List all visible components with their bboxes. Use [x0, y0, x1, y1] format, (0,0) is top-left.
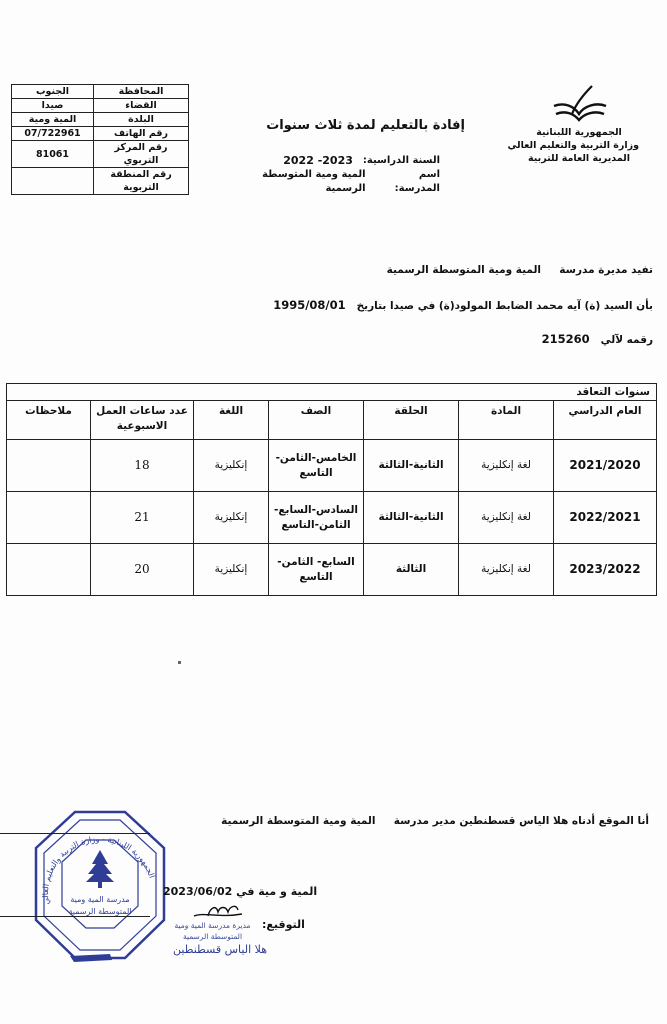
- school-year-value: 2022 -2023: [283, 154, 353, 167]
- cell-subject: لغة إنكليزية: [459, 440, 554, 492]
- cell-year: 2022/2021: [554, 492, 657, 544]
- cell-notes: [7, 492, 91, 544]
- col-header-notes: ملاحظات: [7, 401, 91, 440]
- grades-line-2: التاسع: [299, 466, 333, 479]
- info-value: الجنوب: [12, 85, 94, 99]
- cell-hours: 18: [91, 440, 194, 492]
- scan-speck: [178, 661, 181, 664]
- logo-line-republic: الجمهورية اللبنانية: [536, 127, 622, 138]
- place-date: المية و مية في 2023/06/02: [163, 885, 318, 898]
- cell-grades: [269, 492, 364, 544]
- info-value: المية ومية: [12, 113, 94, 127]
- handwritten-signature: [190, 900, 250, 922]
- document-meta: [230, 154, 440, 196]
- logo-line-ministry: وزارة التربية والتعليم العالي: [507, 140, 639, 151]
- cell-year: 2023/2022: [554, 544, 657, 596]
- cell-cycle: الثانية-الثالثة: [364, 492, 459, 544]
- info-value: صيدا: [12, 99, 94, 113]
- cell-grades: [269, 544, 364, 596]
- statement-line-3: [542, 332, 653, 346]
- id-number: 215260: [541, 332, 590, 346]
- info-label: المحافظة: [94, 85, 189, 99]
- cell-hours: 21: [91, 492, 194, 544]
- grades-line-2: الثامن-التاسع: [281, 518, 351, 531]
- group-header-row: [7, 384, 657, 401]
- col-header-language: اللغة: [194, 401, 269, 440]
- cell-cycle: الثانية-الثالثة: [364, 440, 459, 492]
- statement-line-2: [273, 298, 653, 312]
- info-value: [12, 168, 94, 195]
- info-row: [12, 168, 189, 195]
- rubber-stamp-name: هلا الياس قسطنطين: [173, 943, 267, 956]
- grades-line-1: الخامس-الثامن-: [275, 451, 357, 464]
- cell-language: إنكليزية: [194, 544, 269, 596]
- cell-language: إنكليزية: [194, 440, 269, 492]
- info-label: القضاء: [94, 99, 189, 113]
- cell-year: 2021/2020: [554, 440, 657, 492]
- rubber-stamp-line-2: المتوسطة الرسمية: [182, 932, 243, 941]
- cell-grades: [269, 440, 364, 492]
- table-row: [7, 544, 657, 596]
- statement-line-1: [387, 264, 653, 276]
- info-row: [12, 85, 189, 99]
- grades-line-1: السابع- الثامن-: [277, 555, 355, 568]
- birth-date: 1995/08/01: [273, 298, 346, 312]
- cell-notes: [7, 440, 91, 492]
- school-name-value: المية ومية المتوسطة الرسمية: [262, 169, 366, 194]
- table-row: [7, 440, 657, 492]
- signature-label: التوقيع:: [262, 918, 305, 931]
- ministry-logo: [507, 84, 639, 165]
- person-details: بأن السيد (ة) آيه محمد الضابط المولود(ة) في صيدا بتاريخ: [356, 300, 653, 312]
- col-header-subject: المادة: [459, 401, 554, 440]
- info-label: رقم المركز التربوي: [94, 141, 189, 168]
- logo-line-directorate: المديرية العامة للتربية: [528, 153, 630, 164]
- signer-school: المية ومية المتوسطة الرسمية: [221, 815, 376, 827]
- id-number-label: رقمه لآلي: [600, 334, 653, 346]
- cell-notes: [7, 544, 91, 596]
- col-header-weekly-hours: عدد ساعات العمل الاسبوعية: [91, 401, 194, 440]
- school-name-label: اسم المدرسة:: [394, 169, 440, 194]
- seal-inner-line-1: مدرسة المية ومية: [70, 895, 130, 904]
- stamp-line-top: [0, 833, 150, 834]
- info-row: [12, 99, 189, 113]
- col-header-grade: الصف: [269, 401, 364, 440]
- group-header: سنوات التعاقد: [7, 384, 657, 401]
- info-label: رقم الهاتف: [94, 127, 189, 141]
- info-value: 07/722961: [12, 127, 94, 141]
- school-year-row: [230, 154, 440, 168]
- contract-years-table: [6, 383, 657, 596]
- cell-hours: 20: [91, 544, 194, 596]
- info-label: البلدة: [94, 113, 189, 127]
- cedar-icon: [86, 850, 114, 882]
- rubber-stamp-line-1: مديرة مدرسة المية ومية: [174, 921, 251, 930]
- cell-subject: لغة إنكليزية: [459, 544, 554, 596]
- statement-school: المية ومية المتوسطة الرسمية: [386, 264, 541, 276]
- open-book-icon: [544, 84, 614, 126]
- stamp-line-bottom: [0, 916, 150, 917]
- cell-language: إنكليزية: [194, 492, 269, 544]
- school-year-label: السنة الدراسية:: [362, 155, 440, 166]
- statement-prefix: تفيد مديرة مدرسة: [559, 264, 653, 276]
- table-row: [7, 492, 657, 544]
- info-value: 81061: [12, 141, 94, 168]
- grades-line-1: السادس-السابع-: [273, 503, 359, 516]
- info-row: [12, 127, 189, 141]
- col-header-year: العام الدراسي: [554, 401, 657, 440]
- document-title: إفادة بالتعليم لمدة ثلاث سنوات: [266, 118, 465, 133]
- info-row: [12, 141, 189, 168]
- seal-inner-line-2: المتوسطة الرسمية: [68, 907, 132, 916]
- cell-subject: لغة إنكليزية: [459, 492, 554, 544]
- seal-outer-text: الجمهورية اللبنانية - وزارة التربية والتعليم العالي: [40, 834, 157, 906]
- signer-text: أنا الموقع أدناه هلا الياس قسطنطين مدير مدرسة: [393, 815, 649, 827]
- info-label: رقم المنطقة التربوية: [94, 168, 189, 195]
- school-name-row: [230, 168, 440, 196]
- rubber-stamp-text: [165, 920, 260, 942]
- signer-statement: [221, 815, 649, 827]
- col-header-cycle: الحلقة: [364, 401, 459, 440]
- official-seal: [30, 808, 170, 963]
- grades-line-2: التاسع: [299, 570, 333, 583]
- school-info-table: [11, 84, 189, 195]
- cell-cycle: الثالثة: [364, 544, 459, 596]
- info-row: [12, 113, 189, 127]
- column-header-row: [7, 401, 657, 440]
